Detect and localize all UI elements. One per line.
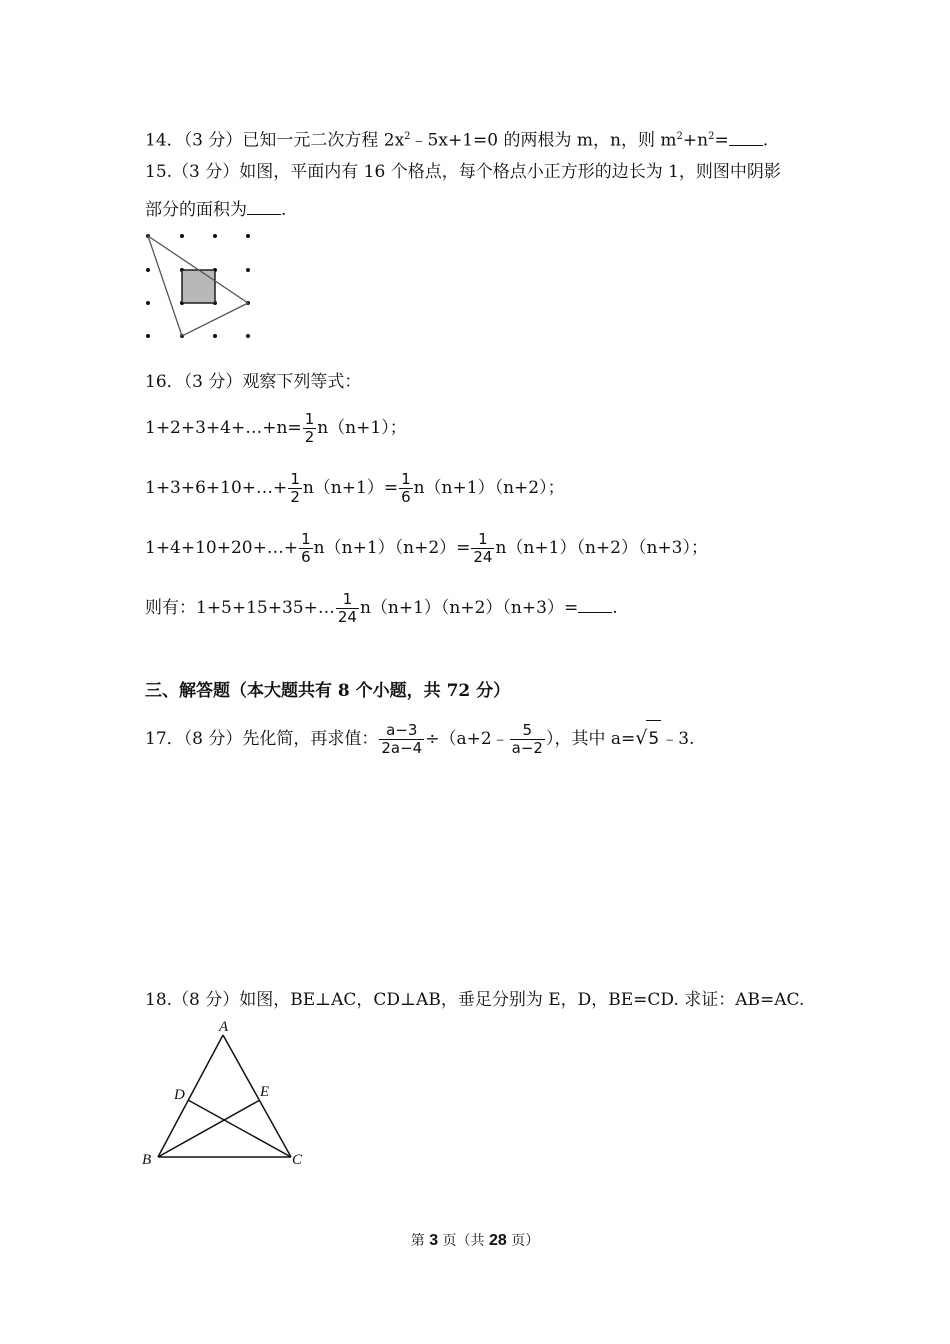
- footer-pre: 第: [410, 1233, 430, 1249]
- frac-num: 1: [301, 530, 311, 548]
- frac-num: 1: [471, 531, 494, 549]
- frac-den: 6: [401, 488, 411, 506]
- triangle-figure: [138, 1015, 318, 1175]
- lattice-figure: [140, 228, 260, 348]
- eq2-mid: n（n+1）=: [302, 478, 399, 498]
- q17-div: ÷（a+2﹣: [425, 729, 509, 749]
- label-A: A: [219, 1019, 229, 1035]
- eq3-mid: n（n+1）（n+2）=: [313, 538, 471, 558]
- q17-pre: 17．（8 分）先化简，再求值：: [145, 729, 379, 749]
- fraction: [288, 471, 302, 506]
- q16-equation-2: [145, 470, 565, 506]
- q16-equation-4: [145, 590, 618, 626]
- frac-num: a−3: [379, 722, 424, 740]
- eq2-pre: 1+3+6+10+…+: [145, 478, 288, 498]
- question-18: 18.（8 分）如图，BE⊥AC，CD⊥AB，垂足分别为 E，D，BE=CD. 求证：AB=AC.: [145, 990, 805, 1010]
- label-B: B: [142, 1152, 152, 1168]
- radical-sign: √: [635, 727, 648, 749]
- frac-num: 1: [304, 410, 315, 428]
- frac-num: 1: [401, 470, 411, 488]
- footer-post: 页）: [506, 1233, 540, 1249]
- question-14: [145, 125, 768, 153]
- eq4-post: n（n+1）（n+2）（n+3）=: [359, 598, 579, 618]
- q14-exp3: 2: [708, 131, 715, 142]
- fraction: [303, 411, 317, 446]
- answer-blank: [729, 129, 763, 146]
- frac-den: 2: [304, 428, 315, 446]
- eq4-pre: 则有：1+5+15+35+…: [145, 598, 335, 618]
- fraction: [471, 531, 494, 566]
- fraction: [336, 591, 359, 626]
- fraction: [299, 531, 313, 566]
- eq3-pre: 1+4+10+20+…+: [145, 538, 299, 558]
- q15-line2-text: 部分的面积为: [145, 200, 247, 220]
- q14-end: .: [762, 130, 769, 151]
- eq3-post: n（n+1）（n+2）（n+3）；: [495, 538, 708, 558]
- frac-num: 1: [290, 470, 300, 488]
- eq2-post: n（n+1）（n+2）；: [413, 478, 565, 498]
- q14-mid2: +n: [682, 130, 709, 151]
- frac-den: 2: [290, 488, 300, 506]
- eq1-post: n（n+1）；: [317, 418, 407, 438]
- frac-num: 5: [510, 722, 545, 740]
- label-E: E: [260, 1084, 270, 1100]
- answer-blank: [578, 596, 612, 613]
- eq4-end: .: [612, 598, 618, 618]
- q14-suffix: =: [714, 130, 729, 151]
- section-heading: 三、解答题（本大题共有 8 个小题，共 72 分）: [145, 681, 511, 701]
- page-footer: [0, 1230, 950, 1250]
- answer-blank: [247, 198, 281, 215]
- frac-den: 6: [301, 548, 311, 566]
- q14-mid: ﹣5x+1=0 的两根为 m，n，则 m: [410, 130, 677, 151]
- frac-den: 2a−4: [381, 739, 423, 757]
- footer-mid: 页（共: [438, 1233, 489, 1249]
- page-number: 3: [429, 1232, 439, 1249]
- q15-end: .: [281, 200, 287, 220]
- question-16-title: 16．（3 分）观察下列等式：: [145, 372, 362, 392]
- question-15-line2: [145, 198, 286, 222]
- frac-den: a−2: [511, 739, 543, 757]
- label-D: D: [174, 1087, 185, 1103]
- fraction: [510, 722, 545, 757]
- shaded-square: [182, 270, 215, 303]
- question-17: [145, 720, 694, 757]
- total-pages: 28: [489, 1232, 507, 1249]
- q16-equation-3: [145, 530, 708, 566]
- q17-mid: ），其中 a=: [545, 729, 636, 749]
- q17-post: ﹣3.: [661, 729, 695, 749]
- question-15-line1: 15.（3 分）如图，平面内有 16 个格点，每个格点小正方形的边长为 1，则图中阴影: [145, 162, 781, 182]
- eq1-pre: 1+2+3+4+…+n=: [145, 418, 302, 438]
- q14-exp2: 2: [676, 131, 683, 142]
- q14-exp1: 2: [404, 131, 411, 142]
- frac-den: 24: [337, 608, 357, 626]
- q16-equation-1: [145, 410, 407, 446]
- fraction: [399, 471, 413, 506]
- q14-text: 14．（3 分）已知一元二次方程 2x: [145, 130, 405, 151]
- radicand: 5: [646, 720, 661, 757]
- frac-den: 24: [473, 548, 493, 566]
- frac-num: 1: [336, 591, 359, 609]
- label-C: C: [292, 1152, 303, 1168]
- fraction: [379, 722, 424, 757]
